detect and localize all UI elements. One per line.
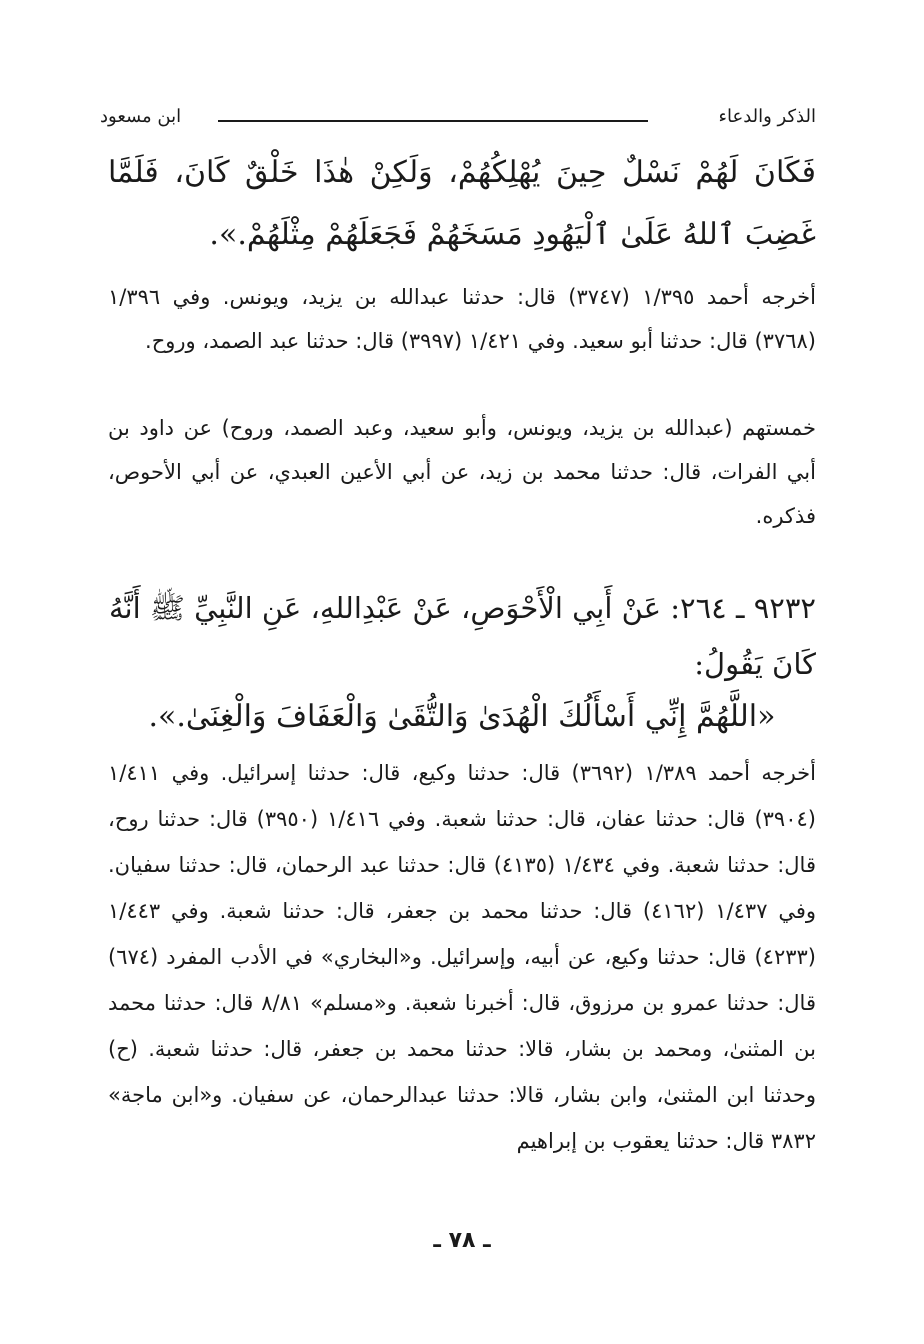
takhrij-paragraph-3: أخرجه أحمد ١/٣٨٩ (٣٦٩٢) قال: حدثنا وكيع، قال: حدثنا إسرائيل. وفي ١/٤١١ (٣٩٠٤) قال: حدثنا عفان، قال: حدثنا شعبة. وفي ١/٤١٦ (٣٩٥٠) قال: حدثنا روح، قال: حدثنا شعبة. وفي ١/٤٣٤ (٤١٣٥) قال: حدثنا عبد الرحمان، قال: حدثنا سفيان. وفي ١/٤٣٧ (٤١٦٢) قال: حدثنا محمد بن جعفر، قال: حدثنا شعبة. وفي ١/٤٤٣ (٤٢٣٣) قال: حدثنا وكيع، عن أبيه، وإسرائيل. و«البخاري» في الأدب المفرد (٦٧٤) قال: حدثنا عمرو بن مرزوق، قال: أخبرنا شعبة. و«مسلم» ٨/٨١ قال: حدثنا محمد بن المثنىٰ، ومحمد بن بشار، قالا: حدثنا محمد بن جعفر، قال: حدثنا شعبة. (ح) وحدثنا ابن المثنىٰ، وابن بشار، قالا: حدثنا عبدالرحمان، عن سفيان. و«ابن ماجة» ٣٨٣٢ قال: حدثنا يعقوب بن إبراهيم xyxy=(108,761,817,1153)
hadith-heading: ٩٢٣٢ ـ ٢٦٤: عَنْ أَبِي الْأَحْوَصِ، عَنْ عَبْدِاللهِ، عَنِ النَّبِيِّ ﷺ أَنَّهُ كَانَ يَقُولُ: xyxy=(108,591,816,681)
running-header xyxy=(100,106,816,140)
page-number: ـ ٧٨ ـ xyxy=(433,1228,491,1253)
quran-passage: فَكَانَ لَهُمْ نَسْلٌ حِينَ يُهْلِكُهُمْ، وَلَكِنْ هٰذَا خَلْقٌ كَانَ، فَلَمَّا غَضِبَ ٱللهُ عَلَىٰ ٱلْيَهُودِ مَسَخَهُمْ فَجَعَلَهُمْ مِثْلَهُمْ.». xyxy=(108,155,816,252)
narrator-name: ابن مسعود xyxy=(100,106,182,127)
book-title: الذكر والدعاء xyxy=(718,106,816,127)
takhrij-paragraph-2: خمستهم (عبدالله بن يزيد، ويونس، وأبو سعيد، وعبد الصمد، وروح) عن داود بن أبي الفرات، قال: حدثنا محمد بن زيد، عن أبي الأعين العبدي، عن أبي الأحوص، فذكره. xyxy=(108,416,816,528)
takhrij-paragraph-1: أخرجه أحمد ١/٣٩٥ (٣٧٤٧) قال: حدثنا عبدالله بن يزيد، ويونس. وفي ١/٣٩٦ (٣٧٦٨) قال: حدثنا أبو سعيد. وفي ١/٤٢١ (٣٩٩٧) قال: حدثنا عبد الصمد، وروح. xyxy=(108,285,816,353)
header-rule xyxy=(218,120,648,122)
hadith-text: «اللَّهُمَّ إِنِّي أَسْأَلُكَ الْهُدَىٰ وَالتُّقَىٰ وَالْعَفَافَ وَالْغِنَىٰ.». xyxy=(148,699,776,734)
